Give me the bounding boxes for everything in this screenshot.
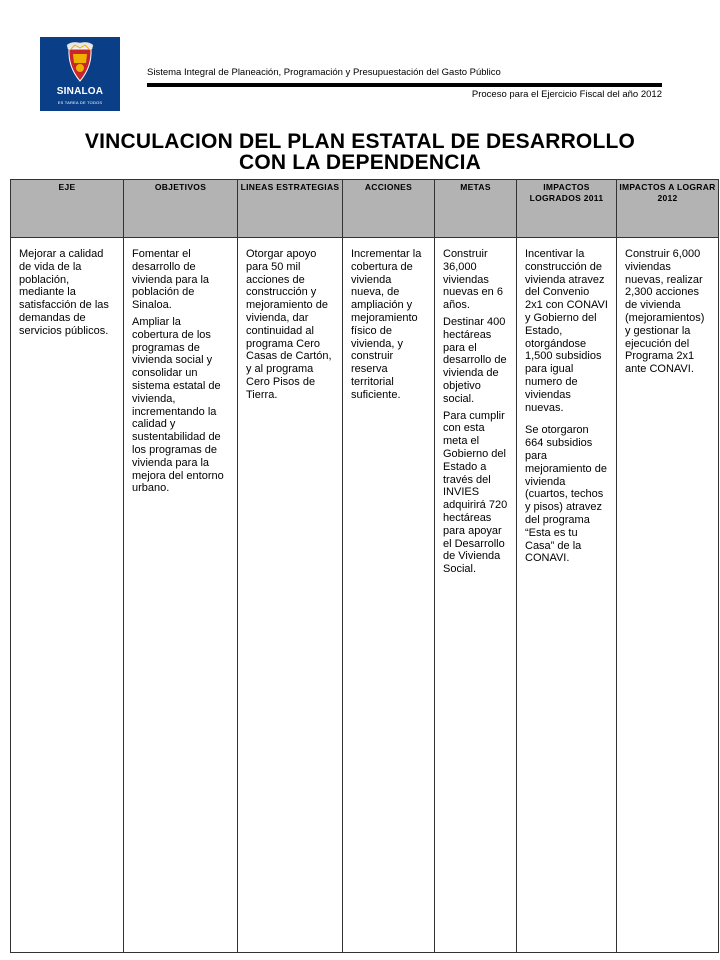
vinculacion-table — [10, 179, 719, 953]
cell-eje — [11, 238, 124, 953]
header-metas: METAS — [435, 180, 517, 238]
cell-impactos-a-lograr — [617, 238, 719, 953]
sinaloa-logo — [40, 37, 120, 111]
page-title-line-2: CON LA DEPENDENCIA — [238, 151, 481, 174]
page-title — [0, 131, 720, 173]
objetivos-text-1: Fomentar el desarrollo de vivienda para la población de Sinaloa. — [132, 248, 210, 312]
page-title-line-1: VINCULACION DEL PLAN ESTATAL DE DESARROLLO — [84, 130, 636, 153]
process-label: Proceso para el Ejercicio Fiscal del año 2012 — [471, 89, 662, 100]
lineas-text: Otorgar apoyo para 50 mil acciones de construcción y mejoramiento de vivienda, dar continuidad al programa Cero Casas de Cartón, y al programa Cero Pisos de Tierra. — [246, 248, 332, 401]
impactos-2012-text: Construir 6,000 viviendas nuevas, realizar 2,300 acciones de vivienda (mejoramientos) y gestionar la ejecución del Programa 2x1 ante CONAVI. — [625, 248, 705, 376]
header-impactos-logrados: IMPACTOS LOGRADOS 2011 — [517, 180, 617, 238]
header-lineas-estrategias: LINEAS ESTRATEGIAS — [238, 180, 343, 238]
cell-metas — [435, 238, 517, 953]
impactos-2011-text-1: Incentivar la construcción de vivienda atravez del Convenio 2x1 con CONAVI y Gobierno del Estado, otorgándose 1,500 subsidios para igual numero de viviendas nuevas. — [525, 248, 608, 414]
table-row — [11, 238, 719, 953]
header-divider — [147, 83, 662, 87]
acciones-text: Incrementar la cobertura de vivienda nueva, de ampliación y mejoramiento físico de vivienda, y construir reserva territorial suficiente. — [351, 248, 422, 401]
table-header-row — [11, 180, 719, 238]
cell-acciones — [343, 238, 435, 953]
metas-text-1: Construir 36,000 viviendas nuevas en 6 años. — [443, 248, 503, 312]
cell-impactos-logrados — [517, 238, 617, 953]
logo-brand-text: SINALOA — [56, 86, 104, 97]
metas-text-2: Destinar 400 hectáreas para el desarrollo de vivienda de objetivo social. — [443, 315, 507, 405]
metas-text-3: Para cumplir con esta meta el Gobierno del Estado a través del INVIES adquirirá 720 hectáreas para apoyar el Desarrollo de Vivienda Social. — [443, 409, 508, 576]
system-title: Sistema Integral de Planeación, Programación y Presupuestación del Gasto Público — [147, 67, 501, 78]
objetivos-text-2: Ampliar la cobertura de los programas de vivienda social y consolidar un sistema estatal de vivienda, incrementando la calidad y sustentabilidad de los programas de vivienda para la mejora del entorno urbano. — [132, 315, 224, 495]
impactos-2011-text-2: Se otorgaron 664 subsidios para mejoramiento de vivienda (cuartos, techos y pisos) atravez del programa “Esta es tu Casa” de la CONAVI. — [525, 424, 607, 565]
cell-objetivos — [124, 238, 238, 953]
cell-lineas-estrategias — [238, 238, 343, 953]
logo-slogan-text: ES TAREA DE TODOS — [57, 100, 103, 105]
eje-text: Mejorar a calidad de vida de la población, mediante la satisfacción de las demandas de servicios públicos. — [19, 248, 109, 337]
header-acciones: ACCIONES — [343, 180, 435, 238]
header-impactos-a-lograr: IMPACTOS A LOGRAR 2012 — [617, 180, 719, 238]
header-objetivos: OBJETIVOS — [124, 180, 238, 238]
header-eje: EJE — [11, 180, 124, 238]
